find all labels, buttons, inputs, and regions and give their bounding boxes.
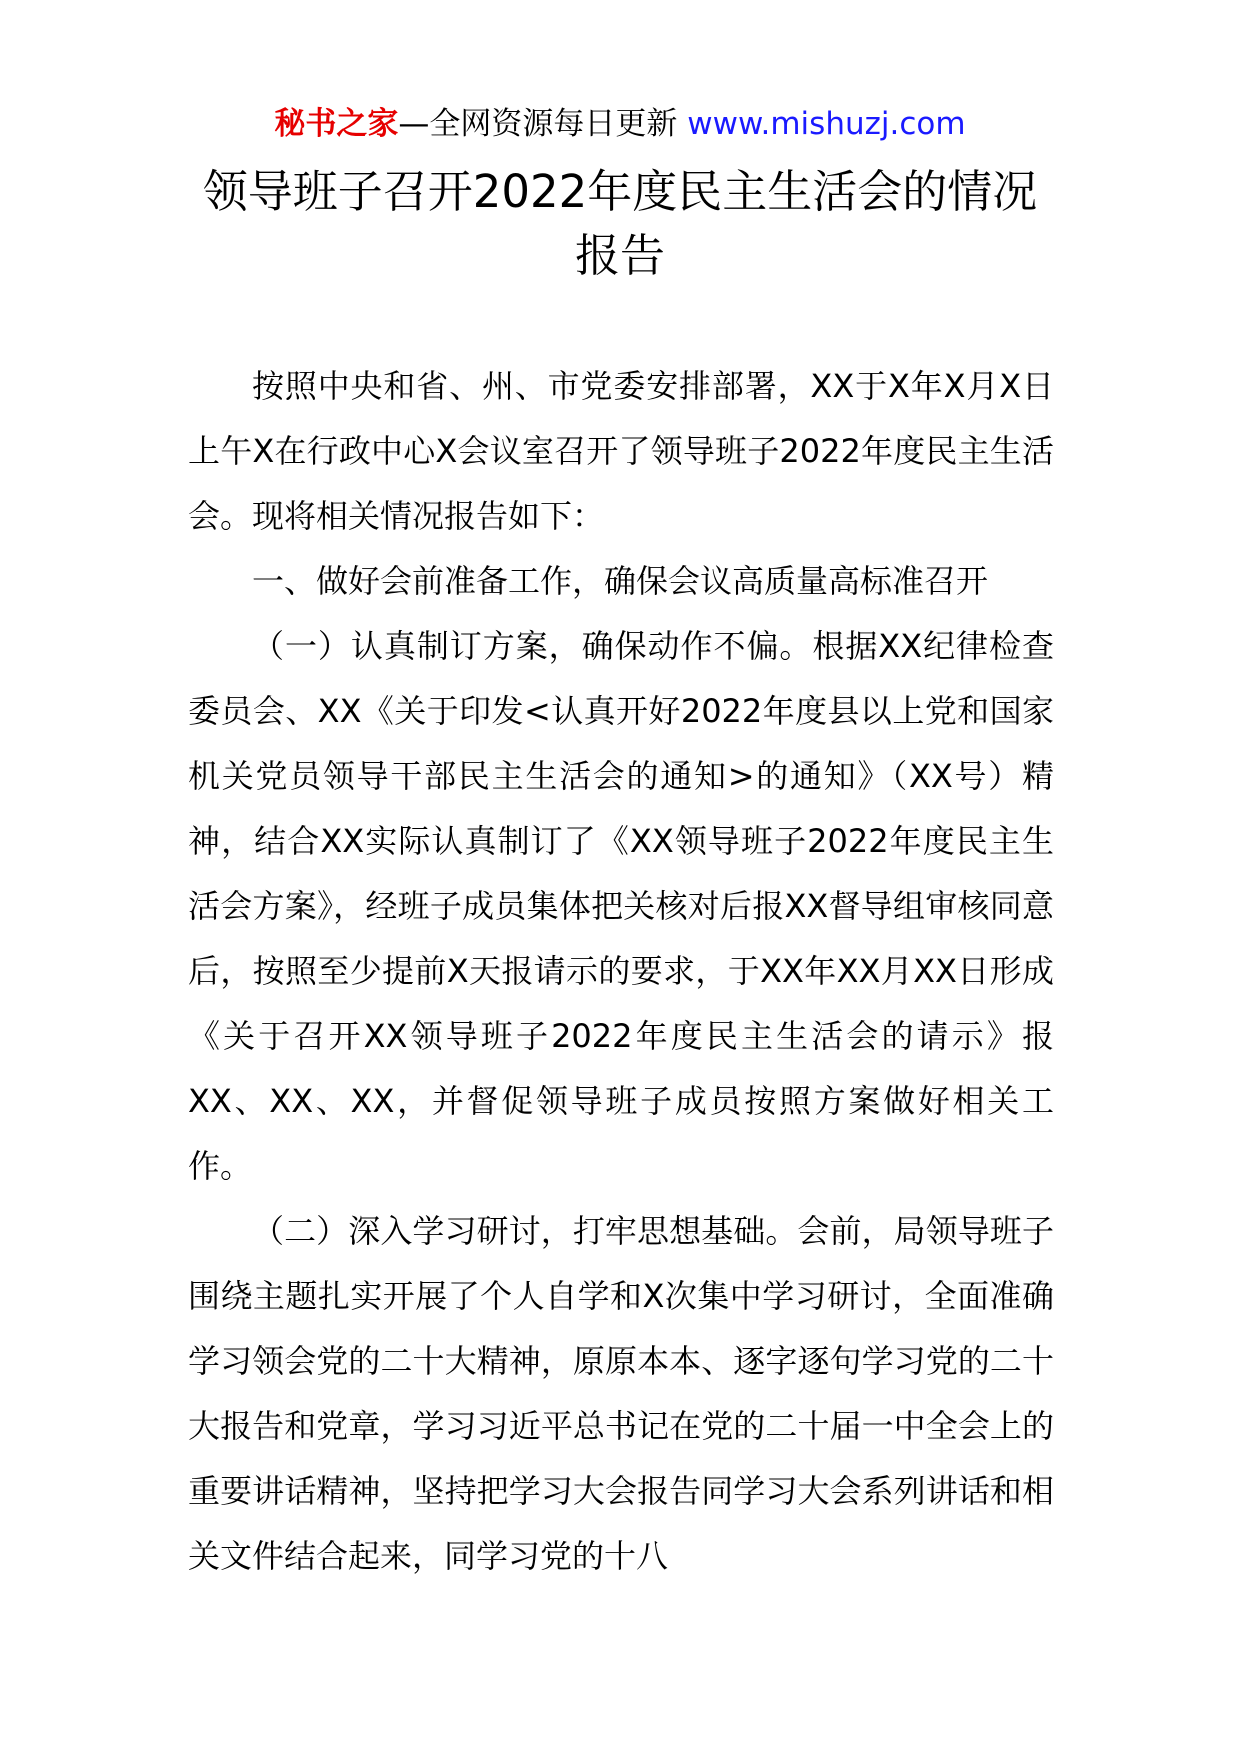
brand-name: 秘书之家: [274, 106, 399, 142]
paragraph-subsection-1: （一）认真制订方案，确保动作不偏。根据XX纪律检查委员会、XX《关于印发<认真开好2022年度县以上党和国家机关党员领导干部民主生活会的通知>的通知》（XX号）精神，结合XX实际认真制订了《XX领导班子2022年度民主生活会方案》，经班子成员集体把关核对后报XX督导组审核同意后，按照至少提前X天报请示的要求，于XX年XX月XX日形成《关于召开XX领导班子2022年度民主生活会的请示》报XX、XX、XX，并督促领导班子成员按照方案做好相关工作。: [188, 627, 1054, 1185]
paragraph-intro: 按照中央和省、州、市党委安排部署，XX于X年X月X日上午X在行政中心X会议室召开了领导班子2022年度民主生活会。现将相关情况报告如下：: [188, 367, 1054, 535]
paragraph-subsection-2: （二）深入学习研讨，打牢思想基础。会前，局领导班子围绕主题扎实开展了个人自学和X次集中学习研讨，全面准确学习领会党的二十大精神，原原本本、逐字逐句学习党的二十大报告和党章，学习习近平总书记在党的二十届一中全会上的重要讲话精神，坚持把学习大会报告同学习大会系列讲话和相关文件结合起来，同学习党的十八: [188, 1212, 1054, 1575]
section-heading-1: 一、做好会前准备工作，确保会议高质量高标准召开: [252, 562, 989, 600]
site-header-banner: [0, 104, 1240, 144]
document-title: 领导班子召开2022年度民主生活会的情况报告: [202, 165, 1038, 282]
document-body: [188, 354, 1054, 1589]
site-url-link[interactable]: www.mishuzj.com: [687, 106, 966, 142]
header-tagline: —全网资源每日更新: [398, 106, 688, 142]
